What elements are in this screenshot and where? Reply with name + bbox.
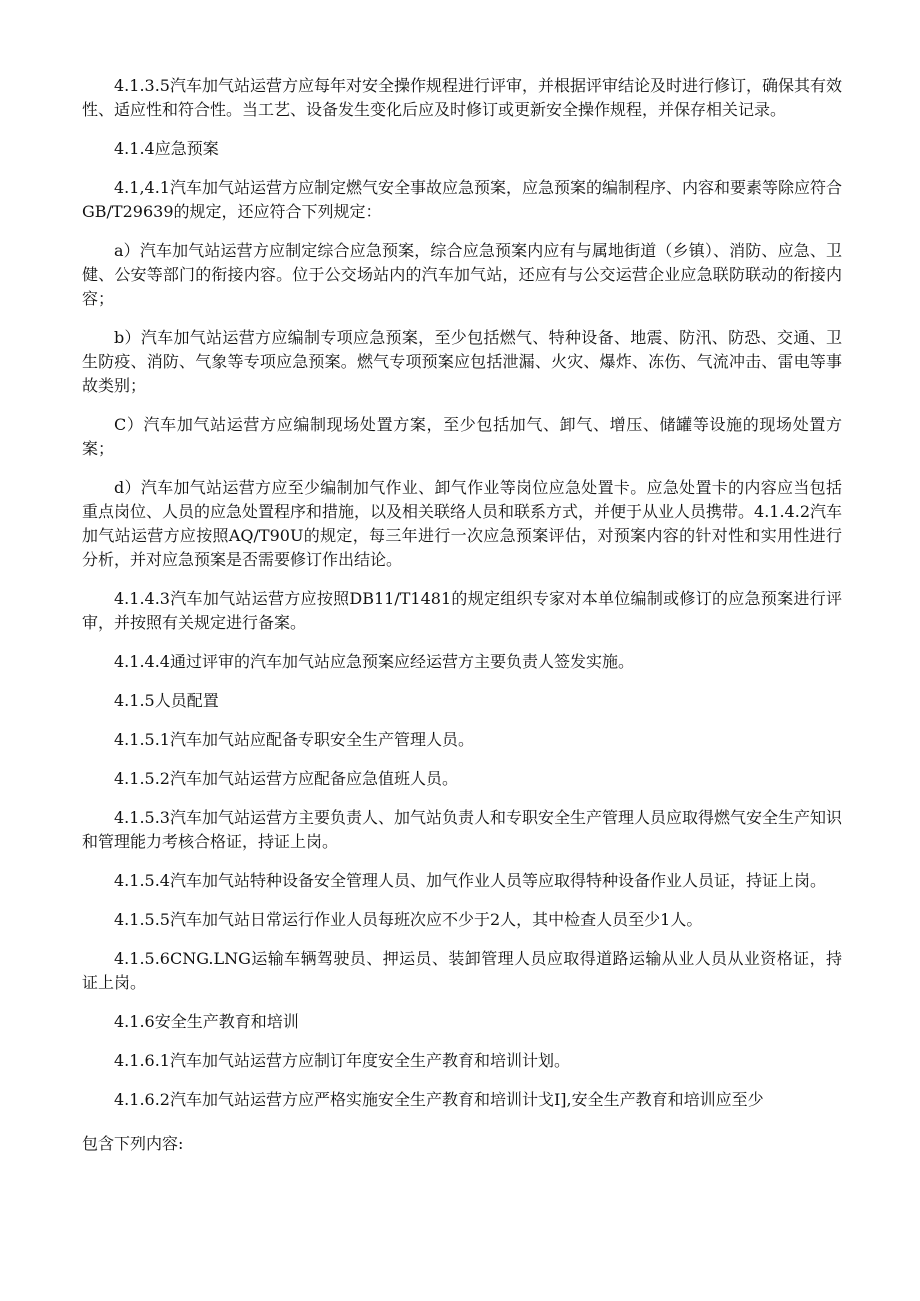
paragraph-4-1-4-4: 4.1.4.4通过评审的汽车加气站应急预案应经运营方主要负责人签发实施。	[114, 652, 634, 671]
paragraph-4-1-6-1: 4.1.6.1汽车加气站运营方应制订年度安全生产教育和培训计划。	[114, 1051, 570, 1070]
list-item-c: C）汽车加气站运营方应编制现场处置方案，至少包括加气、卸气、增压、储罐等设施的现场处置方案；	[82, 415, 842, 458]
heading-4-1-4: 4.1.4应急预案	[114, 139, 219, 158]
paragraph-4-1-5-1: 4.1.5.1汽车加气站应配备专职安全生产管理人员。	[114, 730, 474, 749]
paragraph-4-1-3-5: 4.1.3.5汽车加气站运营方应每年对安全操作规程进行评审，并根据评审结论及时进行修订，确保其有效性、适应性和符合性。当工艺、设备发生变化后应及时修订或更新安全操作规程，并保存相关记录。	[82, 76, 842, 119]
paragraph-continuation: 包含下列内容:	[82, 1134, 184, 1153]
paragraph-4-1-4-1: 4.1,4.1汽车加气站运营方应制定燃气安全事故应急预案，应急预案的编制程序、内容和要素等除应符合GB/T29639的规定，还应符合下列规定：	[82, 178, 842, 221]
paragraph-4-1-5-2: 4.1.5.2汽车加气站运营方应配备应急值班人员。	[114, 769, 458, 788]
list-item-b: b）汽车加气站运营方应编制专项应急预案，至少包括燃气、特种设备、地震、防汛、防恐、交通、卫生防疫、消防、气象等专项应急预案。燃气专项预案应包括泄漏、火灾、爆炸、冻伤、气流冲击、雷电等事故类别；	[82, 328, 842, 395]
heading-4-1-6: 4.1.6安全生产教育和培训	[114, 1012, 299, 1031]
paragraph-4-1-6-2: 4.1.6.2汽车加气站运营方应严格实施安全生产教育和培训计戈I],安全生产教育和培训应至少	[114, 1090, 764, 1109]
heading-4-1-5: 4.1.5人员配置	[114, 691, 219, 710]
list-item-d: d）汽车加气站运营方应至少编制加气作业、卸气作业等岗位应急处置卡。应急处置卡的内容应当包括重点岗位、人员的应急处置程序和措施，以及相关联络人员和联系方式，并便于从业人员携带。4.1.4.2汽车加气站运营方应按照AQ/T90U的规定，每三年进行一次应急预案评估，对预案内容的针对性和实用性进行分析，并对应急预案是否需要修订作出结论。	[82, 478, 842, 569]
paragraph-4-1-5-3: 4.1.5.3汽车加气站运营方主要负责人、加气站负责人和专职安全生产管理人员应取得燃气安全生产知识和管理能力考核合格证，持证上岗。	[82, 808, 842, 851]
list-item-a: a）汽车加气站运营方应制定综合应急预案，综合应急预案内应有与属地街道（乡镇）、消防、应急、卫健、公安等部门的衔接内容。位于公交场站内的汽车加气站，还应有与公交运营企业应急联防联动的衔接内容；	[82, 241, 842, 308]
document-page	[82, 74, 842, 1171]
paragraph-4-1-4-3: 4.1.4.3汽车加气站运营方应按照DB11/T1481的规定组织专家对本单位编制或修订的应急预案进行评审，并按照有关规定进行备案。	[82, 589, 842, 632]
paragraph-4-1-5-5: 4.1.5.5汽车加气站日常运行作业人员每班次应不少于2人，其中检查人员至少1人。	[114, 910, 703, 929]
paragraph-4-1-5-6: 4.1.5.6CNG.LNG运输车辆驾驶员、押运员、装卸管理人员应取得道路运输从业人员从业资格证，持证上岗。	[82, 949, 842, 992]
paragraph-4-1-5-4: 4.1.5.4汽车加气站特种设备安全管理人员、加气作业人员等应取得特种设备作业人员证，持证上岗。	[114, 871, 826, 890]
